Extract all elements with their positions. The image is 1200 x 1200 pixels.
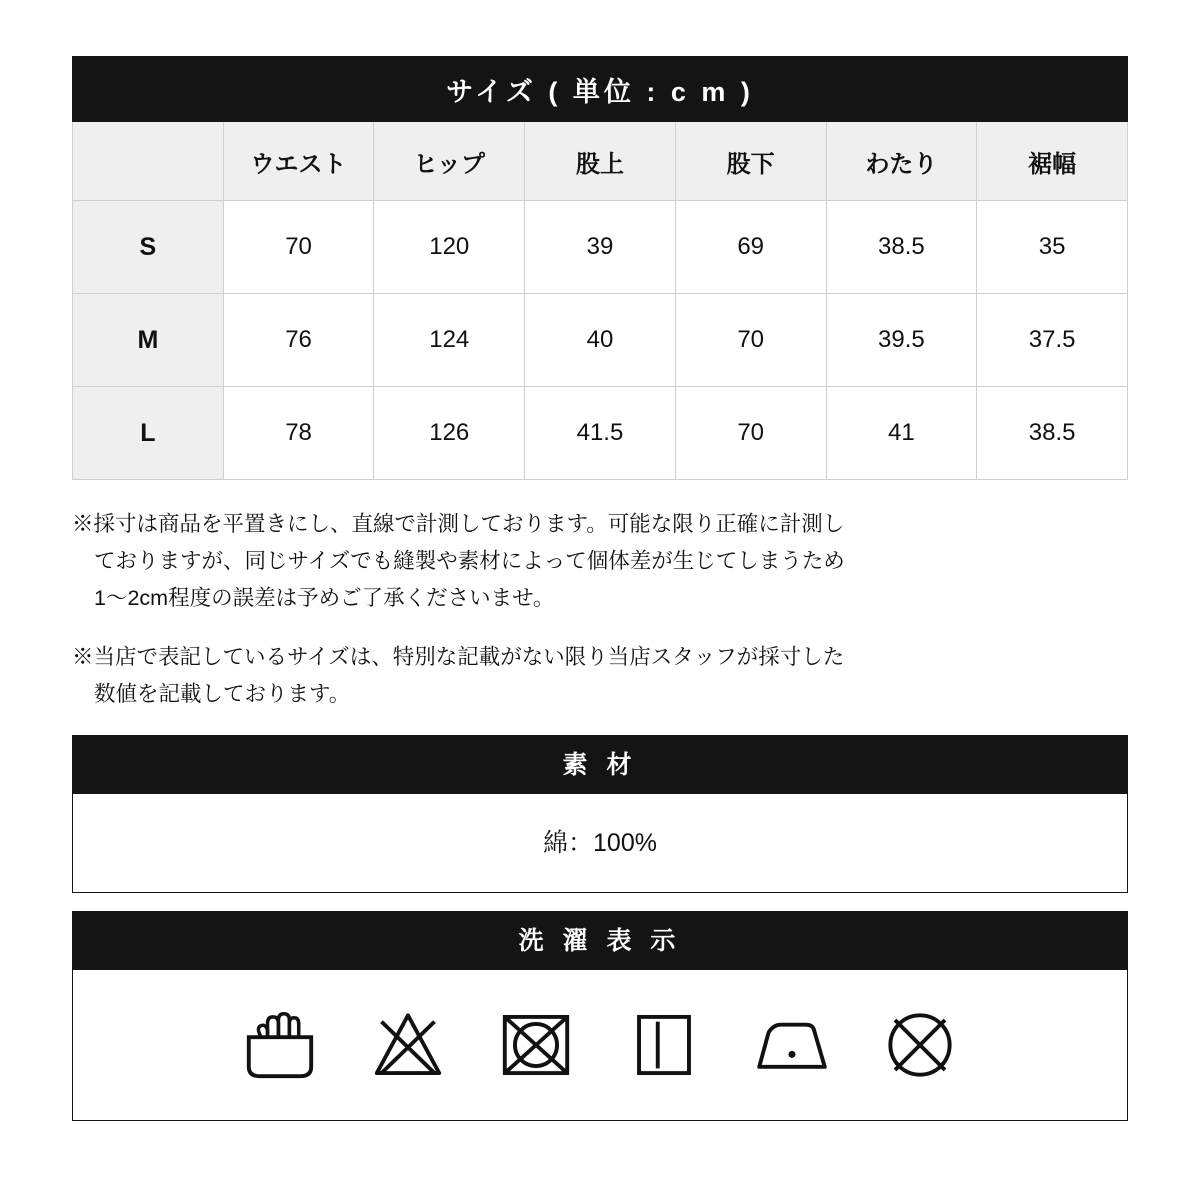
column-header-hem: 裾幅 [977, 122, 1128, 201]
table-row [73, 387, 1128, 480]
note-line: ておりますが、同じサイズでも縫製や素材によって個体差が生じてしまうため [94, 548, 845, 573]
cell-l-hip: 126 [374, 387, 525, 480]
size-table [72, 56, 1128, 480]
size-table-title: サイズ ( 単位 : c m ) [73, 57, 1128, 122]
column-header-waist: ウエスト [223, 122, 374, 201]
no-tumble-dry-icon [497, 1006, 575, 1084]
cell-l-inseam: 70 [675, 387, 826, 480]
table-row [73, 294, 1128, 387]
column-header-hip: ヒップ [374, 122, 525, 201]
wash-care-panel-title: 洗 濯 表 示 [73, 912, 1127, 970]
note-block-staff-measured [72, 639, 1128, 713]
cell-m-thigh: 39.5 [826, 294, 977, 387]
material-panel [72, 735, 1128, 893]
wash-care-panel [72, 911, 1128, 1121]
size-table-title-row [73, 57, 1128, 122]
column-header-rise: 股上 [525, 122, 676, 201]
cell-l-thigh: 41 [826, 387, 977, 480]
row-header-size-m: M [73, 294, 224, 387]
row-header-size-s: S [73, 201, 224, 294]
no-dryclean-icon [881, 1006, 959, 1084]
size-table-header-row [73, 122, 1128, 201]
cell-l-rise: 41.5 [525, 387, 676, 480]
material-panel-value: 綿：100% [73, 794, 1127, 892]
cell-s-thigh: 38.5 [826, 201, 977, 294]
cell-l-waist: 78 [223, 387, 374, 480]
column-header-inseam: 股下 [675, 122, 826, 201]
note-line: 1〜2cm程度の誤差は予めご了承くださいませ。 [94, 585, 555, 610]
note-line: 数値を記載しております。 [94, 681, 351, 706]
iron-low-icon [753, 1006, 831, 1084]
cell-s-waist: 70 [223, 201, 374, 294]
wash-care-icon-row [73, 970, 1127, 1120]
cell-m-hip: 124 [374, 294, 525, 387]
table-row [73, 201, 1128, 294]
cell-m-waist: 76 [223, 294, 374, 387]
cell-s-hem: 35 [977, 201, 1128, 294]
cell-m-inseam: 70 [675, 294, 826, 387]
column-header-thigh: わたり [826, 122, 977, 201]
note-line: ※当店で表記しているサイズは、特別な記載がない限り当店スタッフが採寸した [72, 644, 845, 669]
drip-dry-shade-icon [625, 1006, 703, 1084]
row-header-size-l: L [73, 387, 224, 480]
material-panel-title: 素 材 [73, 736, 1127, 794]
cell-s-inseam: 69 [675, 201, 826, 294]
size-table-corner-cell [73, 122, 224, 201]
note-line: ※採寸は商品を平置きにし、直線で計測しております。可能な限り正確に計測し [72, 512, 845, 536]
hand-wash-icon [241, 1006, 319, 1084]
cell-s-rise: 39 [525, 201, 676, 294]
note-block-measurement [72, 506, 1128, 617]
measurement-notes [72, 506, 1128, 713]
no-bleach-icon [369, 1006, 447, 1084]
cell-l-hem: 38.5 [977, 387, 1128, 480]
cell-s-hip: 120 [374, 201, 525, 294]
cell-m-rise: 40 [525, 294, 676, 387]
cell-m-hem: 37.5 [977, 294, 1128, 387]
